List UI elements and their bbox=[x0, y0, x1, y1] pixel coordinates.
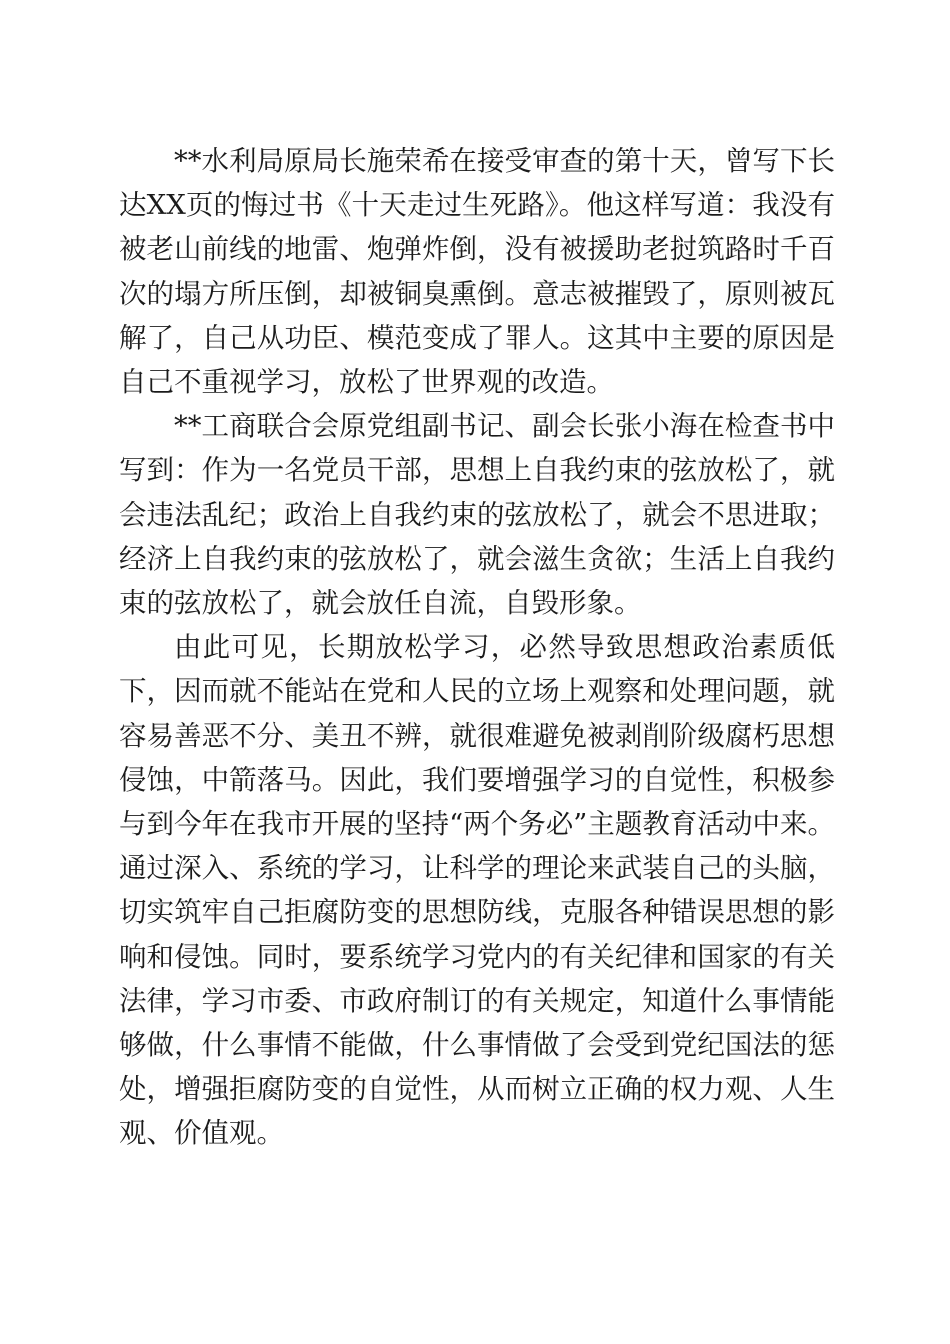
document-body bbox=[119, 139, 835, 1156]
paragraph-shi-rongxi-confession: **水利局原局长施荣希在接受审查的第十天，曾写下长达XX页的悔过书《十天走过生死路》。他这样写道：我没有被老山前线的地雷、炮弹炸倒，没有被援助老挝筑路时千百次的塌方所压倒，却被铜臭熏倒。意志被摧毁了，原则被瓦解了，自己从功臣、模范变成了罪人。这其中主要的原因是自己不重视学习，放松了世界观的改造。 bbox=[119, 145, 835, 399]
paragraph-zhang-xiaohai-review: **工商联合会原党组副书记、副会长张小海在检查书中写到：作为一名党员干部，思想上自我约束的弦放松了，就会违法乱纪；政治上自我约束的弦放松了，就会不思进取；经济上自我约束的弦放松了，就会滋生贪欲；生活上自我约束的弦放松了，就会放任自流，自毁形象。 bbox=[119, 410, 835, 620]
paragraph-conclusion: 由此可见，长期放松学习，必然导致思想政治素质低下，因而就不能站在党和人民的立场上观察和处理问题，就容易善恶不分、美丑不辨，就很难避免被剥削阶级腐朽思想侵蚀，中箭落马。因此，我们要增强学习的自觉性，积极参与到今年在我市开展的坚持“两个务必”主题教育活动中来。通过深入、系统的学习，让科学的理论来武装自己的头脑，切实筑牢自己拒腐防变的思想防线，克服各种错误思想的影响和侵蚀。同时，要系统学习党内的有关纪律和国家的有关法律，学习市委、市政府制订的有关规定，知道什么事情能够做，什么事情不能做，什么事情做了会受到党纪国法的惩处，增强拒腐防变的自觉性，从而树立正确的权力观、人生观、价值观。 bbox=[119, 631, 835, 1150]
